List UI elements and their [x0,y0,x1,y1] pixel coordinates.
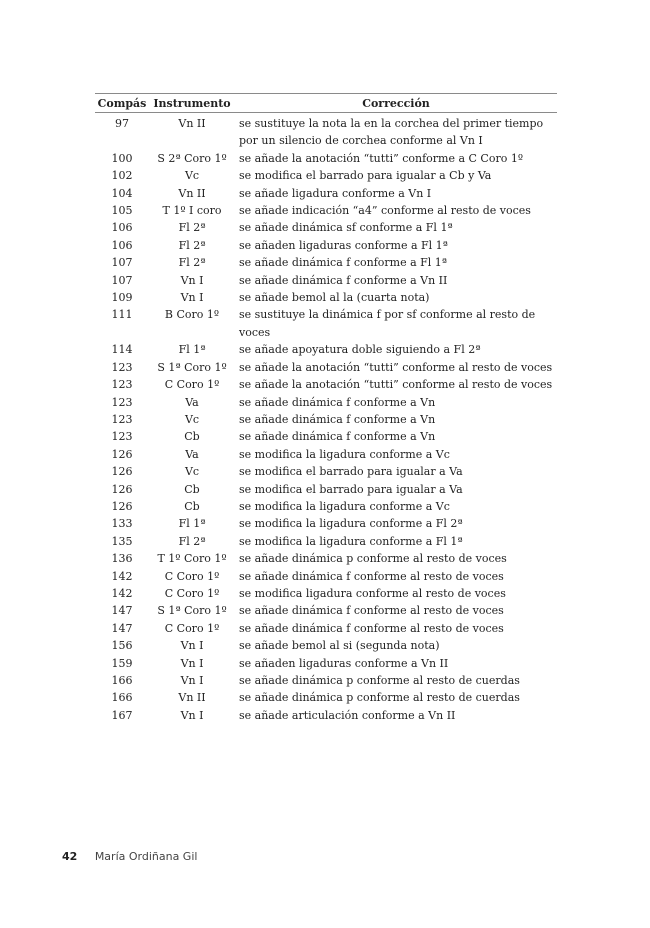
cell-correccion: se añade articulación conforme a Vn II [239,708,456,722]
cell-compas: 111 [111,308,133,322]
table-row [95,515,557,532]
cell-instrumento: Vc [184,465,200,479]
cell-instrumento: Fl 2ª [178,534,206,548]
cell-instrumento: Fl 1ª [178,517,206,531]
cell-compas: 104 [111,186,133,200]
cell-instrumento: C Coro 1º [164,569,220,583]
header-correccion: Corrección [362,96,430,110]
cell-compas: 114 [111,343,133,357]
cell-compas: 107 [111,273,133,287]
table-row [95,341,557,358]
cell-correccion: se añade la anotación “tutti” conforme a C Coro 1º [239,151,524,165]
cell-compas: 167 [111,708,133,722]
table-row [95,167,557,184]
table-row [95,394,557,411]
cell-instrumento: Fl 2ª [178,221,206,235]
cell-compas: 166 [111,691,133,705]
cell-instrumento: B Coro 1º [164,308,220,322]
table-row [95,637,557,654]
table-row [95,306,557,341]
table-row [95,498,557,515]
cell-instrumento: Vn I [180,291,204,305]
cell-correccion: se añade dinámica f conforme a Vn [239,412,436,426]
cell-instrumento: Cb [184,499,200,513]
cell-compas: 147 [111,621,133,635]
table-row [95,707,557,724]
cell-instrumento: T 1º Coro 1º [157,552,227,566]
table-row [95,289,557,306]
cell-correccion: se añade dinámica f conforme al resto de voces [239,604,504,618]
cell-instrumento: Vn I [180,708,204,722]
cell-compas: 135 [111,534,133,548]
table-row [95,428,557,445]
table-row [95,568,557,585]
table-header [95,93,557,113]
cell-correccion: se sustituye la dinámica f por sf conforme al resto de voces [239,308,536,339]
cell-instrumento: Vn I [180,639,204,653]
cell-instrumento: Cb [184,430,200,444]
cell-instrumento: Fl 2ª [178,256,206,270]
cell-correccion: se añade dinámica p conforme al resto de voces [239,552,507,566]
header-instrumento: Instrumento [153,96,231,110]
author-name: María Ordiñana Gil [94,850,198,863]
table-row [95,550,557,567]
table-row [95,202,557,219]
cell-compas: 109 [111,291,133,305]
cell-instrumento: Cb [184,482,200,496]
table-row [95,672,557,689]
cell-correccion: se añade dinámica f conforme a Vn [239,430,436,444]
cell-correccion: se modifica la ligadura conforme a Vc [239,447,450,461]
cell-correccion: se modifica ligadura conforme al resto de voces [239,586,506,600]
cell-compas: 126 [111,499,133,513]
cell-correccion: se añade bemol al si (segunda nota) [239,639,440,653]
corrections-table [95,93,557,724]
cell-correccion: se añade dinámica p conforme al resto de cuerdas [239,691,520,705]
cell-instrumento: Fl 2ª [178,238,206,252]
cell-compas: 159 [111,656,133,670]
cell-compas: 123 [111,378,133,392]
cell-compas: 156 [111,639,133,653]
cell-correccion: se añade dinámica f conforme a Vn II [239,273,448,287]
cell-compas: 142 [111,569,133,583]
cell-correccion: se añade ligadura conforme a Vn I [239,186,432,200]
cell-correccion: se modifica la ligadura conforme a Fl 2ª [239,517,463,531]
table-row [95,481,557,498]
cell-compas: 126 [111,482,133,496]
cell-correccion: se añaden ligaduras conforme a Vn II [239,656,449,670]
cell-compas: 147 [111,604,133,618]
cell-instrumento: S 1ª Coro 1º [157,604,227,618]
cell-instrumento: Vn II [178,186,206,200]
cell-compas: 123 [111,430,133,444]
cell-correccion: se añade dinámica sf conforme a Fl 1ª [239,221,453,235]
table-row [95,376,557,393]
cell-instrumento: Vc [184,169,200,183]
cell-compas: 97 [115,117,129,130]
cell-compas: 106 [111,221,133,235]
cell-instrumento: Vn II [178,117,206,130]
cell-compas: 133 [111,517,133,531]
cell-compas: 166 [111,674,133,687]
cell-correccion: se modifica la ligadura conforme a Vc [239,499,450,513]
cell-compas: 136 [111,552,133,566]
header-compas: Compás [97,96,147,110]
table-row [95,150,557,167]
cell-instrumento: Vn I [180,656,204,670]
table-row [95,359,557,376]
cell-instrumento: Vn I [180,273,204,287]
cell-instrumento: Fl 1ª [178,343,206,357]
cell-compas: 126 [111,465,133,479]
cell-instrumento: Vn II [178,691,206,705]
table-row [95,219,557,236]
cell-compas: 142 [111,586,133,600]
cell-compas: 123 [111,412,133,426]
cell-correccion: se añaden ligaduras conforme a Fl 1ª [239,238,448,252]
table-row [95,411,557,428]
table-row [95,446,557,463]
cell-correccion: se añade dinámica f conforme a Vn [239,395,436,409]
cell-correccion: se añade apoyatura doble siguiendo a Fl 2ª [239,343,481,357]
cell-correccion: se añade dinámica f conforme al resto de voces [239,621,504,635]
cell-instrumento: Va [185,395,199,409]
table-row [95,585,557,602]
cell-correccion: se añade la anotación “tutti” conforme al resto de voces [239,360,553,374]
table-row [95,602,557,619]
cell-compas: 106 [111,238,133,252]
table-row [95,272,557,289]
cell-instrumento: C Coro 1º [164,621,220,635]
cell-correccion: se modifica el barrado para igualar a Cb y Va [239,169,492,183]
table-row [95,115,557,150]
cell-instrumento: T 1º I coro [162,204,222,218]
cell-compas: 100 [111,151,133,165]
cell-correccion: se añade dinámica p conforme al resto de cuerdas [239,674,520,687]
cell-instrumento: S 2ª Coro 1º [157,151,227,165]
cell-instrumento: Va [185,447,199,461]
table-row [95,463,557,480]
cell-compas: 123 [111,360,133,374]
cell-instrumento: Vc [184,412,200,426]
page-footer [62,850,197,863]
cell-compas: 107 [111,256,133,270]
cell-instrumento: C Coro 1º [164,586,220,600]
cell-compas: 102 [111,169,133,183]
table-row [95,689,557,706]
cell-instrumento: C Coro 1º [164,378,220,392]
cell-correccion: se modifica el barrado para igualar a Va [239,482,463,496]
table-row [95,655,557,672]
page-number: 42 [62,850,78,863]
cell-compas: 123 [111,395,133,409]
cell-correccion: se añade la anotación “tutti” conforme al resto de voces [239,378,553,392]
table-row [95,254,557,271]
cell-correccion: se sustituye la nota la en la corchea del primer tiempo por un silencio de corchea conforme al Vn I [239,117,544,148]
cell-correccion: se modifica la ligadura conforme a Fl 1ª [239,534,463,548]
cell-correccion: se añade dinámica f conforme al resto de voces [239,569,504,583]
cell-correccion: se añade dinámica f conforme a Fl 1ª [239,256,448,270]
cell-correccion: se añade indicación “a4” conforme al resto de voces [239,204,531,218]
table-row [95,533,557,550]
cell-correccion: se añade bemol al la (cuarta nota) [239,291,430,305]
table-row [95,237,557,254]
cell-instrumento: S 1ª Coro 1º [157,360,227,374]
cell-instrumento: Vn I [180,674,204,687]
table-body [95,113,557,724]
cell-compas: 126 [111,447,133,461]
table-row [95,185,557,202]
cell-compas: 105 [111,204,133,218]
table-row [95,620,557,637]
cell-correccion: se modifica el barrado para igualar a Va [239,465,463,479]
